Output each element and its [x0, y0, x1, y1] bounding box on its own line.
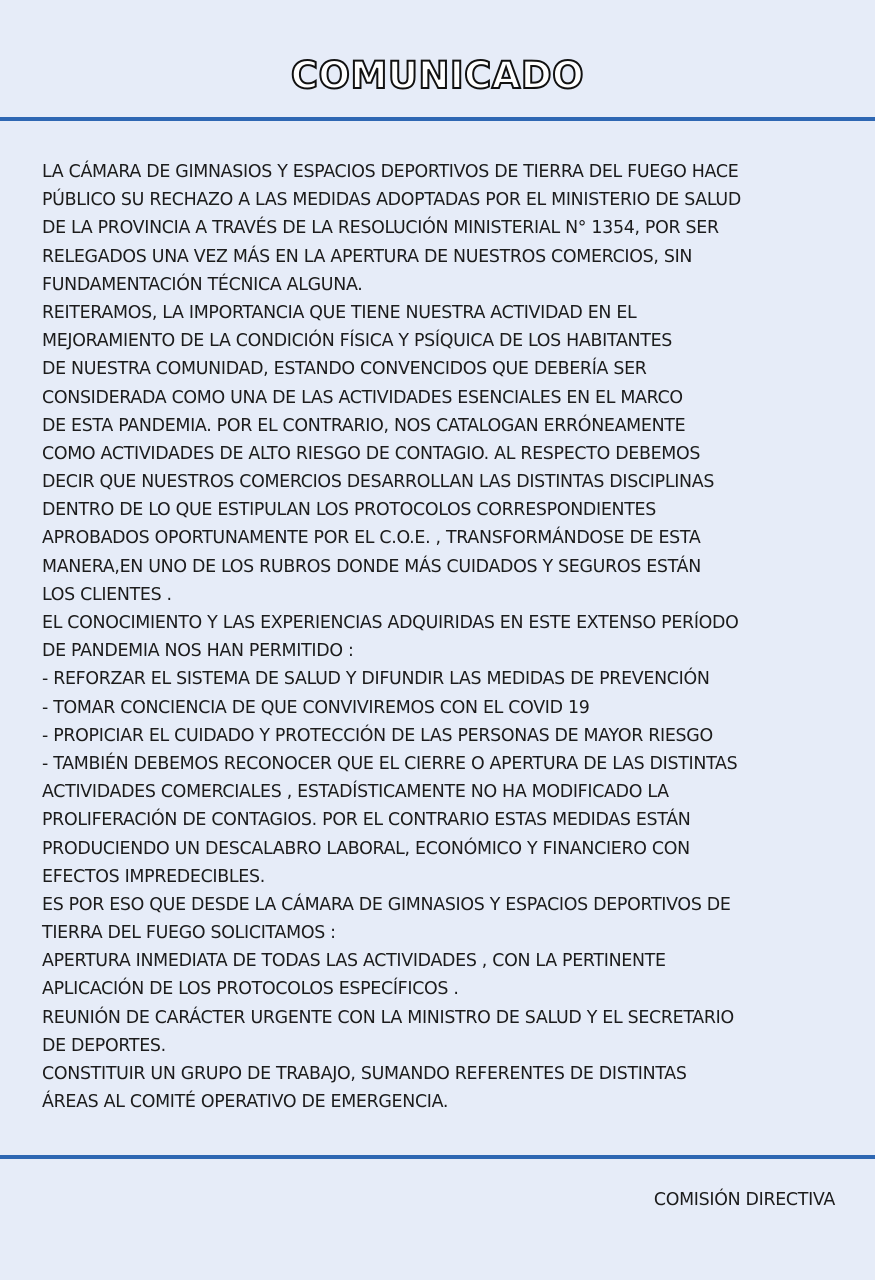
- body-line: PRODUCIENDO UN DESCALABRO LABORAL, ECONÓMICO Y FINANCIERO CON: [42, 838, 690, 859]
- signature: COMISIÓN DIRECTIVA: [653, 1190, 835, 1210]
- body-line: APROBADOS OPORTUNAMENTE POR EL C.O.E. , TRANSFORMÁNDOSE DE ESTA: [42, 528, 701, 549]
- body-line: DECIR QUE NUESTROS COMERCIOS DESARROLLAN LAS DISTINTAS DISCIPLINAS: [42, 472, 715, 493]
- body-line: APERTURA INMEDIATA DE TODAS LAS ACTIVIDADES , CON LA PERTINENTE: [42, 951, 666, 972]
- body-line: DENTRO DE LO QUE ESTIPULAN LOS PROTOCOLOS CORRESPONDIENTES: [42, 500, 656, 521]
- body-line: COMO ACTIVIDADES DE ALTO RIESGO DE CONTAGIO. AL RESPECTO DEBEMOS: [42, 443, 701, 464]
- body-line: CONSIDERADA COMO UNA DE LAS ACTIVIDADES ESENCIALES EN EL MARCO: [42, 387, 683, 408]
- body-line: DE LA PROVINCIA A TRAVÉS DE LA RESOLUCIÓN MINISTERIAL N° 1354, POR SER: [42, 218, 719, 239]
- body-line: - TAMBIÉN DEBEMOS RECONOCER QUE EL CIERRE O APERTURA DE LAS DISTINTAS: [42, 753, 738, 774]
- body-line: DE PANDEMIA NOS HAN PERMITIDO :: [42, 641, 354, 662]
- communique-body: [42, 158, 852, 1116]
- body-line: DE NUESTRA COMUNIDAD, ESTANDO CONVENCIDOS QUE DEBERÍA SER: [42, 359, 647, 380]
- body-line: REITERAMOS, LA IMPORTANCIA QUE TIENE NUESTRA ACTIVIDAD EN EL: [42, 302, 637, 323]
- body-line: - TOMAR CONCIENCIA DE QUE CONVIVIREMOS CON EL COVID 19: [42, 697, 590, 718]
- body-line: FUNDAMENTACIÓN TÉCNICA ALGUNA.: [42, 274, 363, 295]
- body-line: PÚBLICO SU RECHAZO A LAS MEDIDAS ADOPTADAS POR EL MINISTERIO DE SALUD: [42, 190, 741, 211]
- body-line: CONSTITUIR UN GRUPO DE TRABAJO, SUMANDO REFERENTES DE DISTINTAS: [42, 1064, 687, 1084]
- body-line: LOS CLIENTES .: [42, 584, 172, 605]
- body-line: ES POR ESO QUE DESDE LA CÁMARA DE GIMNASIOS Y ESPACIOS DEPORTIVOS DE: [42, 894, 731, 915]
- body-line: EFECTOS IMPREDECIBLES.: [42, 866, 265, 887]
- body-line: ACTIVIDADES COMERCIALES , ESTADÍSTICAMENTE NO HA MODIFICADO LA: [42, 782, 669, 803]
- body-line: APLICACIÓN DE LOS PROTOCOLOS ESPECÍFICOS .: [42, 979, 459, 1000]
- body-line: PROLIFERACIÓN DE CONTAGIOS. POR EL CONTRARIO ESTAS MEDIDAS ESTÁN: [42, 810, 691, 831]
- body-line: RELEGADOS UNA VEZ MÁS EN LA APERTURA DE NUESTROS COMERCIOS, SIN: [42, 246, 693, 267]
- body-line: EL CONOCIMIENTO Y LAS EXPERIENCIAS ADQUIRIDAS EN ESTE EXTENSO PERÍODO: [42, 613, 739, 633]
- body-line: LA CÁMARA DE GIMNASIOS Y ESPACIOS DEPORTIVOS DE TIERRA DEL FUEGO HACE: [42, 162, 739, 182]
- body-line: - PROPICIAR EL CUIDADO Y PROTECCIÓN DE LAS PERSONAS DE MAYOR RIESGO: [42, 725, 713, 746]
- body-line: MEJORAMIENTO DE LA CONDICIÓN FÍSICA Y PSÍQUICA DE LOS HABITANTES: [42, 331, 673, 352]
- body-line: DE DEPORTES.: [42, 1035, 166, 1056]
- body-line: - REFORZAR EL SISTEMA DE SALUD Y DIFUNDIR LAS MEDIDAS DE PREVENCIÓN: [42, 669, 710, 690]
- body-line: DE ESTA PANDEMIA. POR EL CONTRARIO, NOS CATALOGAN ERRÓNEAMENTE: [42, 415, 686, 436]
- body-line: REUNIÓN DE CARÁCTER URGENTE CON LA MINISTRO DE SALUD Y EL SECRETARIO: [42, 1007, 734, 1028]
- bottom-divider: [0, 1155, 875, 1159]
- page-title: COMUNICADO: [290, 54, 585, 97]
- body-line: TIERRA DEL FUEGO SOLICITAMOS :: [42, 923, 336, 944]
- body-line: ÁREAS AL COMITÉ OPERATIVO DE EMERGENCIA.: [42, 1092, 449, 1113]
- top-divider: [0, 117, 875, 121]
- body-line: MANERA,EN UNO DE LOS RUBROS DONDE MÁS CUIDADOS Y SEGUROS ESTÁN: [42, 556, 701, 577]
